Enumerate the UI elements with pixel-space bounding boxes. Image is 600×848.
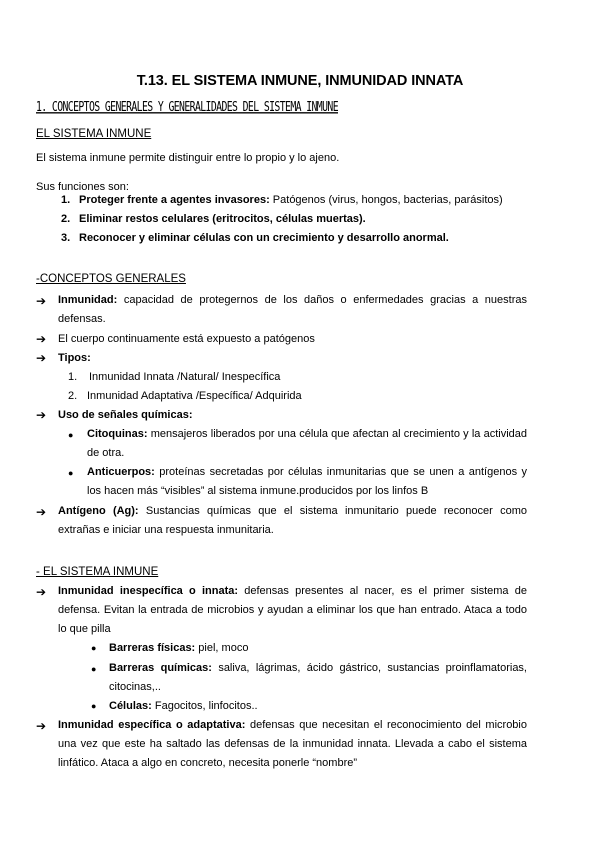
- citoquinas-definition: Citoquinas: mensajeros liberados por una célula que afectan al crecimiento y la actividad de otra.: [87, 428, 528, 459]
- arrow-icon: ➔: [36, 332, 47, 346]
- antigeno-definition: Antígeno (Ag): Sustancias químicas que el sistema inmunitario puede reconocer como extrañas e iniciar una respuesta inmunitaria.: [58, 505, 527, 536]
- arrow-icon: ➔: [36, 351, 47, 365]
- adaptativa-definition: Inmunidad específica o adaptativa: defensas que necesitan el reconocimiento del microbio una vez que este ha saltado las defensas de la inmunidad innata. Llevada a cabo el sistema linfático. Ataca a algo en concreto, necesita ponerle “nombre”: [58, 719, 527, 769]
- bullet-icon: ●: [91, 643, 97, 653]
- tipo-item: Inmunidad Innata /Natural/ Inespecífica: [89, 371, 281, 383]
- anticuerpos-definition: Anticuerpos: proteínas secretadas por células inmunitarias que se unen a antígenos y los hacen más “visibles” al sistema inmune.producidos por los linfos B: [87, 466, 527, 497]
- subheading-sistema-inmune: EL SISTEMA INMUNE: [36, 128, 152, 140]
- function-number: 2.: [61, 213, 71, 225]
- function-item: Eliminar restos celulares (eritrocitos, células muertas).: [79, 213, 366, 225]
- functions-label: Sus funciones son:: [36, 181, 129, 193]
- expuesto-text: El cuerpo continuamente está expuesto a patógenos: [58, 333, 315, 345]
- arrow-icon: ➔: [36, 585, 47, 599]
- function-item: Proteger frente a agentes invasores: Patógenos (virus, hongos, bacterias, parásitos): [79, 194, 503, 206]
- arrow-icon: ➔: [36, 719, 47, 733]
- innata-definition: Inmunidad inespecífica o innata: defensas presentes al nacer, es el primer sistema de defensa. Evitan la entrada de microbios y ayudan a eliminar los que han entrado. Ataca a todo lo que pilla: [58, 585, 527, 635]
- barreras-fisicas: Barreras físicas: piel, moco: [109, 642, 249, 654]
- arrow-icon: ➔: [36, 505, 47, 519]
- tipo-number: 2.: [68, 390, 78, 402]
- tipo-item: Inmunidad Adaptativa /Específica/ Adquirida: [87, 390, 302, 402]
- bullet-icon: ●: [68, 468, 74, 478]
- function-number: 3.: [61, 232, 71, 244]
- intro-text: El sistema inmune permite distinguir entre lo propio y lo ajeno.: [36, 152, 340, 164]
- function-item: Reconocer y eliminar células con un crecimiento y desarrollo anormal.: [79, 232, 449, 244]
- barreras-quimicas: Barreras químicas: saliva, lágrimas, ácido gástrico, sustancias proinflamatorias, citocinas,..: [109, 662, 527, 693]
- subheading-el-sistema-inmune: - EL SISTEMA INMUNE: [36, 566, 159, 578]
- bullet-icon: ●: [91, 701, 97, 711]
- arrow-icon: ➔: [36, 408, 47, 422]
- bullet-icon: ●: [68, 430, 74, 440]
- page-title: T.13. EL SISTEMA INMUNE, INMUNIDAD INNATA: [136, 73, 464, 89]
- section-heading: 1. CONCEPTOS GENERALES Y GENERALIDADES DEL SISTEMA INMUNE: [36, 100, 338, 115]
- arrow-icon: ➔: [36, 294, 47, 308]
- tipos-label: Tipos:: [58, 352, 91, 364]
- function-number: 1.: [61, 194, 71, 206]
- inmunidad-definition: Inmunidad: capacidad de protegernos de los daños o enfermedades gracias a nuestras defensas.: [58, 294, 527, 325]
- senales-label: Uso de señales químicas:: [58, 409, 193, 421]
- tipo-number: 1.: [68, 371, 78, 383]
- celulas-item: Células: Fagocitos, linfocitos..: [109, 700, 258, 712]
- bullet-icon: ●: [91, 664, 97, 674]
- subheading-conceptos-generales: -CONCEPTOS GENERALES: [36, 273, 186, 285]
